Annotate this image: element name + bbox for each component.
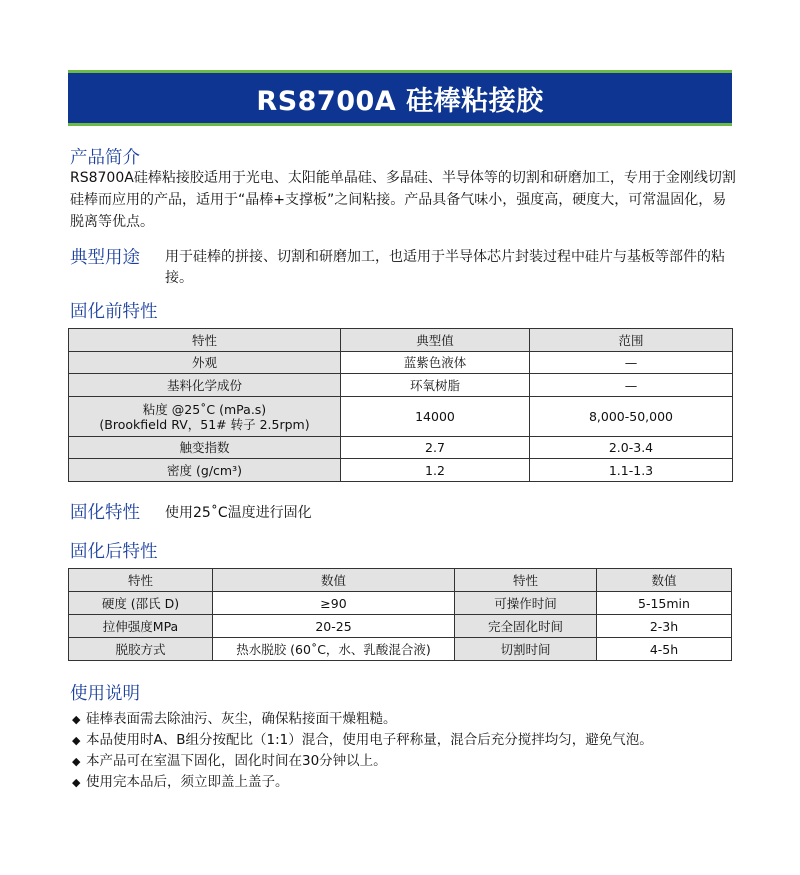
table-row	[69, 638, 732, 661]
column-header: 数值	[597, 569, 732, 592]
table-row	[69, 592, 732, 615]
range-cell: 2.0-3.4	[530, 437, 733, 459]
column-header: 典型值	[341, 329, 530, 352]
range-cell: —	[530, 352, 733, 374]
page-title: RS8700A 硅棒粘接胶	[256, 85, 544, 117]
title-banner	[68, 70, 732, 126]
diamond-bullet-icon: ◆	[72, 713, 81, 726]
property-cell	[69, 397, 341, 437]
column-header: 数值	[213, 569, 455, 592]
value-cell: 2-3h	[597, 615, 732, 638]
instruction-text: 硅棒表面需去除油污、灰尘，确保粘接面干燥粗糙。	[86, 711, 397, 727]
value-cell: 5-15min	[597, 592, 732, 615]
column-header: 范围	[530, 329, 733, 352]
range-cell: —	[530, 374, 733, 397]
diamond-bullet-icon: ◆	[72, 755, 81, 768]
diamond-bullet-icon: ◆	[72, 734, 81, 747]
curing-text: 使用25˚C温度进行固化	[165, 505, 312, 521]
property-cell: 切割时间	[455, 638, 597, 661]
instructions-list	[72, 709, 653, 793]
usage-text: 用于硅棒的拼接、切割和研磨加工，也适用于半导体芯片封装过程中硅片与基板等部件的粘接。	[165, 249, 725, 286]
column-header: 特性	[69, 569, 213, 592]
column-header: 特性	[69, 329, 341, 352]
value-cell: 20-25	[213, 615, 455, 638]
value-cell: 蓝紫色液体	[341, 352, 530, 374]
list-item	[72, 730, 653, 751]
value-cell: 环氧树脂	[341, 374, 530, 397]
value-cell: 热水脱胶 (60˚C，水、乳酸混合液)	[213, 638, 455, 661]
list-item	[72, 709, 653, 730]
range-cell: 1.1-1.3	[530, 459, 733, 482]
value-cell: 14000	[341, 397, 530, 437]
usage-heading: 典型用途	[70, 248, 140, 268]
table-row	[69, 459, 733, 482]
table-row	[69, 615, 732, 638]
value-cell: 4-5h	[597, 638, 732, 661]
property-cell: 触变指数	[69, 437, 341, 459]
pre-cure-heading: 固化前特性	[70, 302, 158, 322]
table-row	[69, 374, 733, 397]
property-cell: 完全固化时间	[455, 615, 597, 638]
viscosity-label: 粘度 @25˚C (mPa.s)	[142, 401, 267, 417]
property-cell: 基料化学成份	[69, 374, 341, 397]
property-cell: 拉伸强度MPa	[69, 615, 213, 638]
post-cure-table	[68, 568, 732, 661]
list-item	[72, 772, 653, 793]
property-cell: 硬度 (邵氏 D)	[69, 592, 213, 615]
instruction-text: 本产品可在室温下固化，固化时间在30分钟以上。	[86, 753, 387, 769]
instruction-text: 本品使用时A、B组分按配比（1:1）混合，使用电子秤称量，混合后充分搅拌均匀，避免气泡。	[86, 732, 653, 748]
viscosity-method: (Brookfield RV，51# 转子 2.5rpm)	[99, 416, 310, 432]
range-cell: 8,000-50,000	[530, 397, 733, 437]
table-row	[69, 397, 733, 437]
list-item	[72, 751, 653, 772]
property-cell: 外观	[69, 352, 341, 374]
value-cell: 1.2	[341, 459, 530, 482]
table-header-row	[69, 329, 733, 352]
intro-text: RS8700A硅棒粘接胶适用于光电、太阳能单晶硅、多晶硅、半导体等的切割和研磨加工，专用于金刚线切割硅棒而应用的产品，适用于“晶棒+支撑板”之间粘接。产品具备气味小，强度高，硬度大，可常温固化，易脱离等优点。	[70, 170, 736, 230]
table-header-row	[69, 569, 732, 592]
property-cell: 脱胶方式	[69, 638, 213, 661]
intro-heading: 产品简介	[70, 148, 140, 168]
instructions-heading: 使用说明	[70, 684, 140, 704]
pre-cure-table	[68, 328, 733, 482]
property-cell: 可操作时间	[455, 592, 597, 615]
instruction-text: 使用完本品后，须立即盖上盖子。	[86, 774, 289, 790]
value-cell: ≥90	[213, 592, 455, 615]
post-cure-heading: 固化后特性	[70, 542, 158, 562]
value-cell: 2.7	[341, 437, 530, 459]
diamond-bullet-icon: ◆	[72, 776, 81, 789]
table-row	[69, 352, 733, 374]
curing-heading: 固化特性	[70, 503, 140, 523]
column-header: 特性	[455, 569, 597, 592]
property-cell: 密度 (g/cm³)	[69, 459, 341, 482]
table-row	[69, 437, 733, 459]
